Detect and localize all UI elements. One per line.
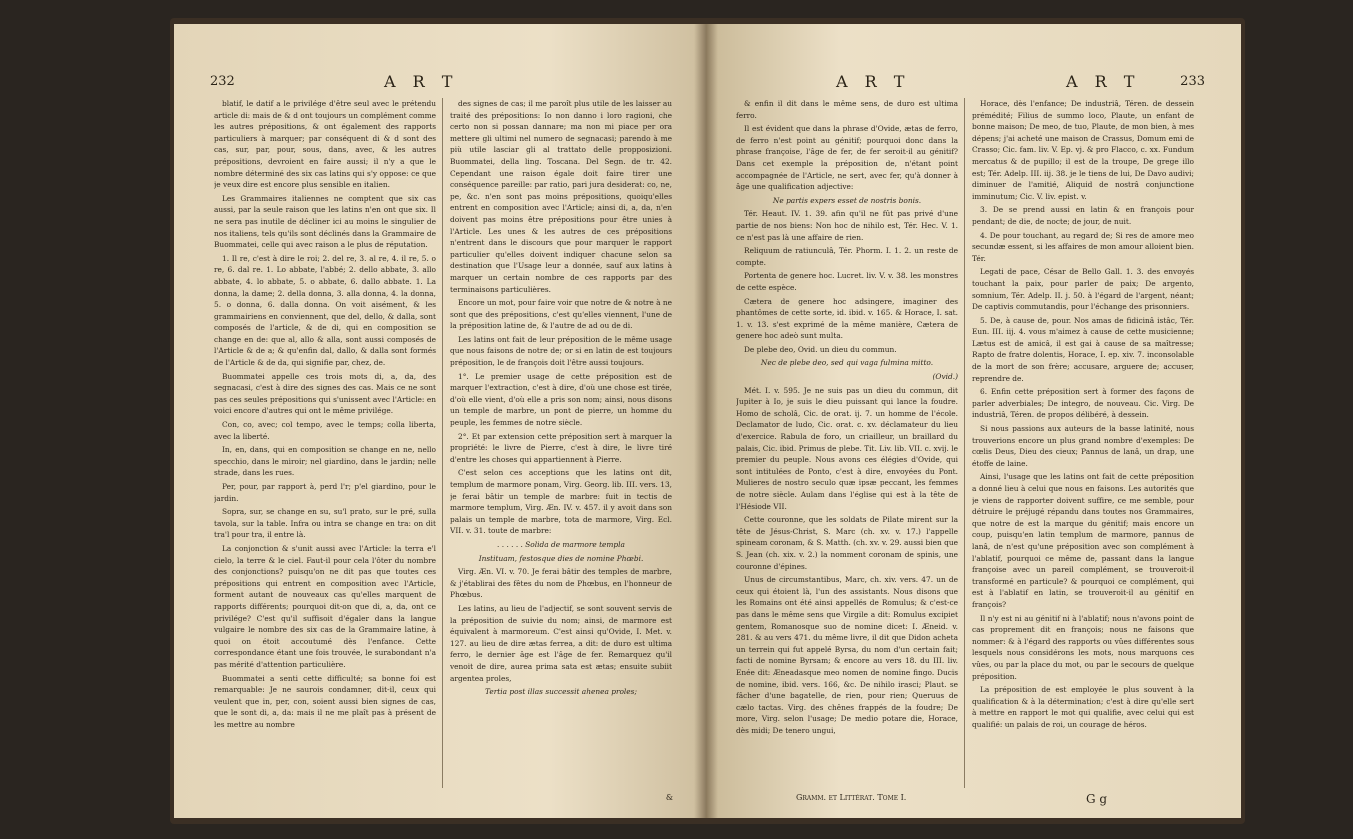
right-column-1: [736, 98, 958, 798]
paragraph: Con, co, avec; col tempo, avec le temps; colla liberta, avec la liberté.: [214, 420, 436, 441]
paragraph: C'est selon ces acceptions que les latins ont dit, templum de marmore ponam, Virg. Georg. lib. III. vers. 13, je ferai bâtir un temple de marbre: fuit in tectis de marmore templum, Virg. Æn. IV. v. 457. il y avoit dans son palais un temple de marbre, tota de marmore, Virg. Ecl. VII. v. 31. toute de marbre:: [450, 468, 672, 536]
right-page-number: 233: [1180, 74, 1205, 89]
paragraph: Tér. Heaut. IV. 1. 39. afin qu'il ne fût pas privé d'une partie de nos biens: Non hoc de nihilo est, Tér. Hec. V. 1. ce n'est pas là une affaire de rien.: [736, 209, 958, 242]
paragraph: Virg. Æn. VI. v. 70. Je ferai bâtir des temples de marbre, & j'établirai des fêtes du nom de Phœbus, en l'honneur de Phœbus.: [450, 567, 672, 600]
left-column-2: [450, 98, 672, 798]
paragraph: Les latins ont fait de leur préposition de le même usage que nous faisons de notre de; or si en latin de est toujours préposition, le de françois doit l'être aussi toujours.: [450, 334, 672, 368]
right-page: [706, 24, 1241, 818]
quote-source: (Ovid.): [932, 372, 958, 382]
paragraph: Il est évident que dans la phrase d'Ovide, ætas de ferro, de ferro n'est point au génitif; pourquoi donc dans la phrase françoise, l'âge de fer, de fer seroit-il au génitif? Dans cet exemple la préposition de, n'étant point accompagnée de l'Article, ne sert, avec fer, qu'à donner à âge une qualification adjective:: [736, 124, 958, 192]
verse-quote: Ne partis expers esset de nostris bonis.: [772, 195, 922, 205]
paragraph: Encore un mot, pour faire voir que notre de & notre à ne sont que des prépositions, c'est qu'elles viennent, l'une de la préposition latine de, & l'autre de ad ou de di.: [450, 298, 672, 331]
column-rule: [442, 98, 443, 788]
volume-footer: Gramm. et Littérat. Tome I.: [796, 793, 907, 802]
right-header: [706, 72, 1241, 94]
verse-quote: Instituam, festosque dies de nomine Phœbi.: [478, 553, 644, 563]
paragraph: & enfin il dit dans le même sens, de duro est ultima ferro.: [736, 99, 958, 120]
paragraph: 6. Enfin cette préposition sert à former des façons de parler adverbiales; De integro, de nouveau. Cic. Virg. De industriâ, Téren. de propos délibéré, à dessein.: [972, 387, 1194, 420]
paragraph: des signes de cas; il me paroît plus utile de les laisser au traité des prépositions: Io non danno i loro ragioni, che certo non si possan dannare; ma non mi piace per ora mettere gli ultimi nel numero de segnacasi; parendo à me più utile lasciar gli al trattato delle propposizioni. Buommatei, della ling. Toscana. Del Segn. de tr. 42. Cependant une raison égale doit faire tirer une conséquence pareille: par ratio, pari jura desiderat: co, ne, pe, &c. n'en sont pas moins prépositions, quoiqu'elles entrent en composition avec l'Article; ainsi di, a, da, n'en doivent pas moins être prépositions pour être unies à l'Article. Les unes & les autres de ces prépositions n'entrent dans le discours que pour marquer le rapport particulier qu'elles doivent indiquer chacune selon sa destination que l'Usage leur a donnée, sauf aux latins à marquer un certain nombre de ces rapports par des terminaisons particulières.: [450, 99, 672, 294]
paragraph: Reliquum de ratiunculâ, Tér. Phorm. I. 1. 2. un reste de compte.: [736, 246, 958, 267]
paragraph: Si nous passions aux auteurs de la basse latinité, nous trouverions encore un plus grand nombre d'exemples: De cœlis Deus, Dieu des cieux; Pannus de lanâ, un drap, une étoffe de laine.: [972, 424, 1194, 468]
paragraph: 1°. Le premier usage de cette préposition est de marquer l'extraction, c'est à dire, d'où une chose est tirée, d'où elle vient, d'où elle a pris son nom; ainsi, nous disons un temple de marbre, un pont de pierre, un homme du peuple, les femmes de notre siècle.: [450, 371, 672, 428]
book: [170, 18, 1245, 824]
paragraph: De plebe deo, Ovid. un dieu du commun.: [744, 344, 897, 354]
catchword: &: [665, 793, 673, 802]
paragraph: 4. De pour touchant, au regard de; Si res de amore meo secundæ essent, si les affaires de mon amour alloient bien. Tér.: [972, 230, 1194, 263]
right-running-head-2: A R T: [1066, 72, 1141, 91]
paragraph: 3. De se prend aussi en latin & en françois pour pendant; de die, de nocte; de jour, de nuit.: [972, 205, 1194, 226]
paragraph: Les Grammaires italiennes ne comptent que six cas aussi, par la seule raison que les latins n'en ont que six. Il ne sera pas inutile de décliner ici au moins le singulier de nos italiens, tels qu'ils sont déclinés dans la Grammaire de Buommatei, celle qui avec raison a le plus de réputation.: [214, 193, 436, 250]
paragraph: 5. De, à cause de, pour. Nos amas de fidicinâ istâc, Tér. Eun. III. iij. 4. vous m'aimez à cause de cette musicienne; Lætus est de amicâ, il est gai à cause de sa maîtresse; Rapto de fratre dolentis, Horace, I. ep. xiv. 7. inconsolable de la mort de son frère; accusare, arguere de; accuser, reprendre de.: [972, 315, 1194, 383]
paragraph: In, en, dans, qui en composition se change en ne, nello specchio, dans le miroir; nel giardino, dans le jardin; nelle strade, dans les rues.: [214, 445, 436, 478]
verse-quote: Nec de plebe deo, sed qui vaga fulmina mitto.: [760, 358, 934, 368]
left-header: [174, 72, 709, 94]
paragraph: La préposition de est employée le plus souvent à la qualification & à la détermination; c'est à dire qu'elle sert à mettre en rapport le mot qui qualifie, avec celui qui est qualifié: un palais de roi, un courage de héros.: [972, 685, 1194, 729]
paragraph: blatif, le datif a le privilége d'être seul avec le prétendu article di: mais de & d ont toujours un complément comme les autres prépositions, & ont également des rapports particuliers à marquer; par conséquent di & d sont des cas, sur, par, pour, sous, dans, avec, & les autres prépositions, devroient en faire aussi; il n'y a que le nombre déterminé des six cas latins qui s'y oppose: ce que je veux dire est encore plus sensible en italien.: [214, 99, 436, 190]
paragraph: Legati de pace, César de Bello Gall. 1. 3. des envoyés touchant la paix, pour parler de paix; De argento, somnium, Tér. Adelp. II. j. 50. à l'égard de l'argent, néant; De captivis commutandis, pour l'échange des prisonniers.: [972, 267, 1194, 312]
left-running-head: A R T: [384, 72, 459, 91]
paragraph: Portenta de genere hoc. Lucret. liv. V. v. 38. les monstres de cette espèce.: [736, 271, 958, 292]
paragraph: 2°. Et par extension cette préposition sert à marquer la propriété: le livre de Pierre, c'est à dire, le livre tiré d'entre les choses qui appartiennent à Pierre.: [450, 431, 672, 464]
paragraph: Il n'y est ni au génitif ni à l'ablatif; nous n'avons point de cas proprement dit en françois; nous ne faisons que nommer: & à l'égard des rapports ou vûes différentes sous lesquels nous considérons les mots, nous marquons ces vûes, ou par la place du mot, ou par le secours de quelque préposition.: [972, 613, 1194, 681]
paragraph: Horace, dès l'enfance; De industriâ, Téren. de dessein prémédité; Filius de summo loco, Plaute, un enfant de bonne maison; De meo, de tuo, Plaute, de mon bien, à mes dépens; j'ai acheté une maison de Crassus, Domum emi de Crasso; Cic. fam. liv. V. Ep. vj. & pro Flacco, c. xx. Fundum mercatus & de pupillo; il est de la troupe, De grege illo est; Tér. Adelp. III. iij. 38. je le tiens de lui, De Davo audivi; diminuer de l'amitié, Aliquid de nostrâ conjunctione imminutum; Cic. V. liv. epist. v.: [972, 99, 1194, 201]
paragraph: Sopra, sur, se change en su, su'l prato, sur le pré, sulla tavola, sur la table. Infra ou intra se change en tra: on dit tra'l pour tra, il entre là.: [214, 507, 436, 540]
right-column-2: [972, 98, 1194, 798]
paragraph: Les latins, au lieu de l'adjectif, se sont souvent servis de la préposition de suivie du nom; ainsi, de marmore est équivalent à marmoreum. C'est ainsi qu'Ovide, I. Met. v. 127. au lieu de dire ætas ferrea, a dit: de duro est ultima ferro, le dernier âge est l'âge de fer. Remarquez qu'il venoit de dire, aurea prima sata est ætas; ensuite subiit argentea proles,: [450, 603, 672, 683]
paragraph: Buommatei appelle ces trois mots di, a, da, des segnacasi, c'est à dire des signes des cas. Mais ce ne sont pas ces seules prépositions qui s'unissent avec l'Article: en voici encore d'autres qui ont le même privilége.: [214, 371, 436, 416]
signature-mark: G g: [1086, 792, 1108, 806]
paragraph: Ainsi, l'usage que les latins ont fait de cette préposition a donné lieu à celui que nous en faisons. Les autorités que je viens de rapporter doivent suffire, ce me semble, pour détruire le préjugé répandu dans toutes nos Grammaires, que notre de est la marque du génitif; mais encore un coup, puisqu'en latin templum de marmore, pannus de lanâ, de n'est qu'une préposition avec son complément à l'ablatif, pourquoi ce même de, passant dans la langue françoise avec un pareil complément, se trouveroit-il transformé en particule? & pourquoi ce complément, qui est à l'ablatif en latin, se trouveroit-il au génitif en françois?: [972, 472, 1194, 609]
paragraph: Mét. I. v. 595. Je ne suis pas un dieu du commun, dit Jupiter à Io, je suis le dieu puissant qui lance la foudre. Homo de scholâ, Cic. de orat. ij. 7. un homme de l'école. Declamator de ludo, Cic. orat. c. xv. déclamateur du lieu d'exercice. Rabula de foro, un criailleur, un braillard du palais, Cic. ibid. Primus de plebe. Tit. Liv. lib. VII. c. xvij. le premier du peuple. Nous avons ces élégies d'Ovide, qui sont intitulées de Ponto, c'est à dire, envoyées du Pont. Mulieres de nostro seculo quæ ipsæ peccant, les femmes de notre siècle. Aulam dans l'église qui est à la tête de l'Hésiode VII.: [736, 385, 958, 511]
right-running-head: A R T: [836, 72, 911, 91]
paragraph: Cætera de genere hoc adsingere, imaginer des phantômes de cette sorte, id. ibid. v. 165. & Horace, I. sat. 1. v. 13. s'est exprimé de la même manière, Cætera de genere hoc adeò sunt multa.: [736, 296, 958, 341]
left-column-1: [214, 98, 436, 798]
left-page-number: 232: [210, 74, 235, 89]
book-gutter: [694, 24, 718, 818]
left-page: [174, 24, 709, 818]
paragraph: Buommatei a senti cette difficulté; sa bonne foi est remarquable: Je ne saurois condamner, dit-il, ceux qui veulent que in, per, con, soient aussi bien signes de cas, que le sont di, a, da: mais il ne me plaît pas à présent de les mettre au nombre: [214, 673, 436, 729]
column-rule: [964, 98, 965, 788]
paragraph: La conjonction & s'unit aussi avec l'Article: la terra e'l cielo, la terre & le ciel. Faut-il pour cela l'ôter du nombre des conjonctions? puisqu'on ne dit pas que toutes ces prépositions qui entrent en composition avec l'Article, forment autant de nouveaux cas qu'elles marquent de rapports différents; pourquoi dit-on que di, a, da, ont ce privilége? C'est qu'il suffisoit d'égaler dans la langue vulgaire le nombre des six cas de la Grammaire latine, à quoi on étoit accoutumé dès l'enfance. Cette correspondance étant une fois trouvée, le surabondant n'a pas mérité d'attention particulière.: [214, 543, 436, 669]
paragraph: 1. Il re, c'est à dire le roi; 2. del re, 3. al re, 4. il re, 5. o re, 6. dal re. 1. Lo abbate, l'abbé; 2. dello abbate, 3. allo abbate, 4. lo abbate, 5. o abbate, 6. dallo abbate. 1. La donna, la dame; 2. della donna, 3. alla donna, 4. la donna, 5. o donna, 6. dalla donna. On voit aisément, & les grammairiens en conviennent, que del, dello, & dalla, sont composés de l'article, & de di, qui en composition se change en de: que al, allo & alla, sont aussi composés de l'Article & de a; & qu'enfin dal, dallo, & dalla sont formés de l'Article & de da, qui signifie par, chez, de.: [214, 253, 436, 368]
paragraph: Unus de circumstantibus, Marc, ch. xiv. vers. 47. un de ceux qui étoient là, l'un des assistants. Nous disons que les Romains ont été ainsi appellés de Romulus; & c'est-ce pas dans le même sens que Virgile a dit: Romulus excipiet gentem, Romanosque suo de nomine dicet: I. Æneid. v. 281. & au vers 471. du même livre, il dit que Didon acheta un terrein qui fut appelé Byrsa, du nom d'un certain fait; facti de nomine Byrsam; & encore au vers 18. du III. liv. Enée dit: Æneadasque meo nomen de nomine fingo. Ducis de nomine, ibid. vers. 166, &c. De nihilo irasci; Plaut. se fâcher d'une bagatelle, de rien, pour rien; Queruus de cælo tactas. Virg. des chênes frappés de la foudre; De more, Virg. selon l'usage; De medio potare die, Horace, dès midi; De tenero ungui,: [736, 575, 958, 735]
paragraph: Per, pour, par rapport à, perd l'r; p'el giardino, pour le jardin.: [214, 482, 436, 503]
verse-quote: Tertia post illas successit ahenea proles;: [485, 687, 637, 697]
verse-quote: . . . . . . Solida de marmore templa: [497, 539, 625, 549]
paragraph: Cette couronne, que les soldats de Pilate mirent sur la tête de Jésus-Christ, S. Marc (ch. xv. v. 17.) l'appelle spineam coronam, & S. Matth. (ch. xv. v. 29. aussi bien que S. Jean (ch. xix. v. 2.) la nomment coronam de spinis, une couronne d'épines.: [736, 515, 958, 571]
